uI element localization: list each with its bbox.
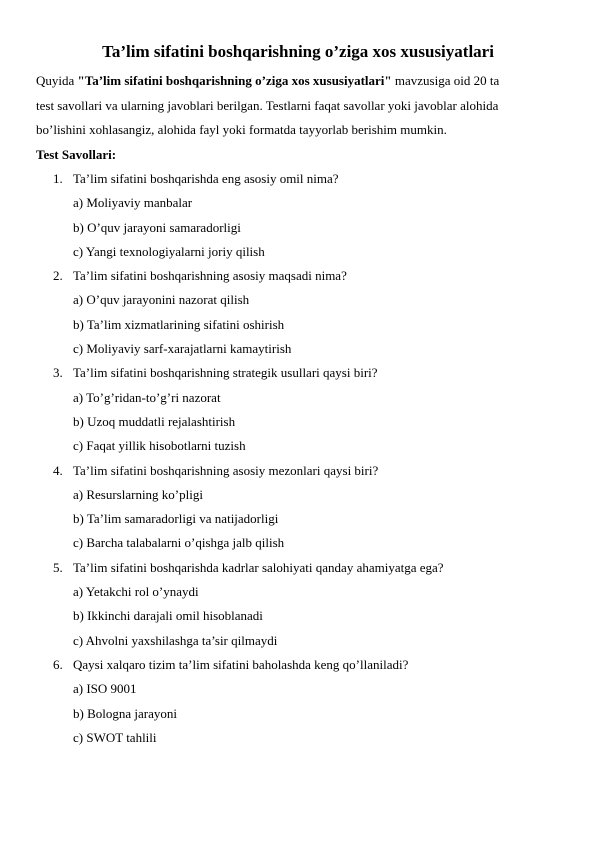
question-list [0,169,596,752]
answer-option-text: b) Bologna jarayoni [73,705,177,721]
answer-option-text: c) Moliyaviy sarf-xarajatlarni kamaytirish [73,341,292,357]
answer-option [0,193,596,217]
question-text: Ta’lim sifatini boshqarishning strategik usullari qaysi biri? [73,365,378,381]
answer-option [0,728,596,752]
answer-option-text: a) Moliyaviy manbalar [73,195,193,211]
question-line [0,461,596,485]
answer-option [0,339,596,363]
answer-option-text: b) Uzoq muddatli rejalashtirish [73,413,236,429]
document-title: Ta’lim sifatini boshqarishning o’ziga xos xususiyatlari [102,42,494,61]
question-line [0,169,596,193]
intro-prefix: Quyida [36,73,78,88]
answer-option [0,485,596,509]
intro-paragraph [36,69,556,143]
answer-option [0,388,596,412]
answer-option-text: c) Barcha talabalarni o’qishga jalb qilish [73,535,285,551]
answer-option [0,679,596,703]
question-item [0,558,596,655]
answer-option-text: a) O’quv jarayonini nazorat qilish [73,292,250,308]
answer-option [0,436,596,460]
question-line [0,655,596,679]
answer-option-text: b) Ta’lim samaradorligi va natijadorligi [73,511,279,527]
answer-option-text: a) To’g’ridan-to’g’ri nazorat [73,389,221,405]
answer-option-text: b) Ikkinchi darajali omil hisoblanadi [73,608,263,624]
question-text: Ta’lim sifatini boshqarishda kadrlar salohiyati qanday ahamiyatga ega? [73,559,444,575]
answer-option-text: c) Ahvolni yaxshilashga ta’sir qilmaydi [73,632,278,648]
answer-option [0,631,596,655]
answer-option [0,290,596,314]
question-line [0,363,596,387]
question-item [0,461,596,558]
intro-line2: test savollari va ularning javoblari berilgan. Testlarni faqat savollar yoki javoblar alohida [36,97,499,113]
answer-option-text: a) Resurslarning ko’pligi [73,486,203,502]
answer-option-text: a) Yetakchi rol o’ynaydi [73,584,199,600]
question-number: 1. [53,171,63,186]
question-number: 4. [53,462,63,478]
question-item [0,655,596,752]
answer-option-text: c) Yangi texnologiyalarni joriy qilish [73,243,265,259]
answer-option [0,582,596,606]
question-item [0,363,596,460]
answer-option-text: c) Faqat yillik hisobotlarni tuzish [73,438,246,454]
intro-line1-rest: mavzusiga oid 20 ta [391,73,500,88]
answer-option [0,315,596,339]
question-number: 3. [53,365,63,381]
answer-option-text: a) ISO 9001 [73,681,137,697]
answer-option [0,533,596,557]
answer-option [0,218,596,242]
answer-option [0,606,596,630]
question-item [0,169,596,266]
answer-option-text: c) SWOT tahlili [73,729,157,745]
question-number: 2. [53,268,63,284]
question-text: Qaysi xalqaro tizim ta’lim sifatini baholashda keng qo’llaniladi? [73,656,409,672]
answer-option [0,412,596,436]
question-text: Ta’lim sifatini boshqarishning asosiy mezonlari qaysi biri? [73,462,379,478]
question-item [0,266,596,363]
section-heading: Test Savollari: [36,147,117,162]
question-number: 5. [53,559,63,575]
answer-option [0,242,596,266]
question-text: Ta’lim sifatini boshqarishning asosiy maqsadi nima? [73,268,347,284]
answer-option-text: b) O’quv jarayoni samaradorligi [73,219,241,235]
question-line [0,558,596,582]
intro-quoted-title: "Ta’lim sifatini boshqarishning o’ziga xos xususiyatlari" [77,73,392,88]
intro-line3: bo’lishini xohlasangiz, alohida fayl yoki formatda tayyorlab berishim mumkin. [36,122,447,137]
question-line [0,266,596,290]
question-number: 6. [53,656,63,672]
question-text: Ta’lim sifatini boshqarishda eng asosiy omil nima? [73,171,339,186]
answer-option-text: b) Ta’lim xizmatlarining sifatini oshirish [73,316,285,332]
answer-option [0,704,596,728]
answer-option [0,509,596,533]
